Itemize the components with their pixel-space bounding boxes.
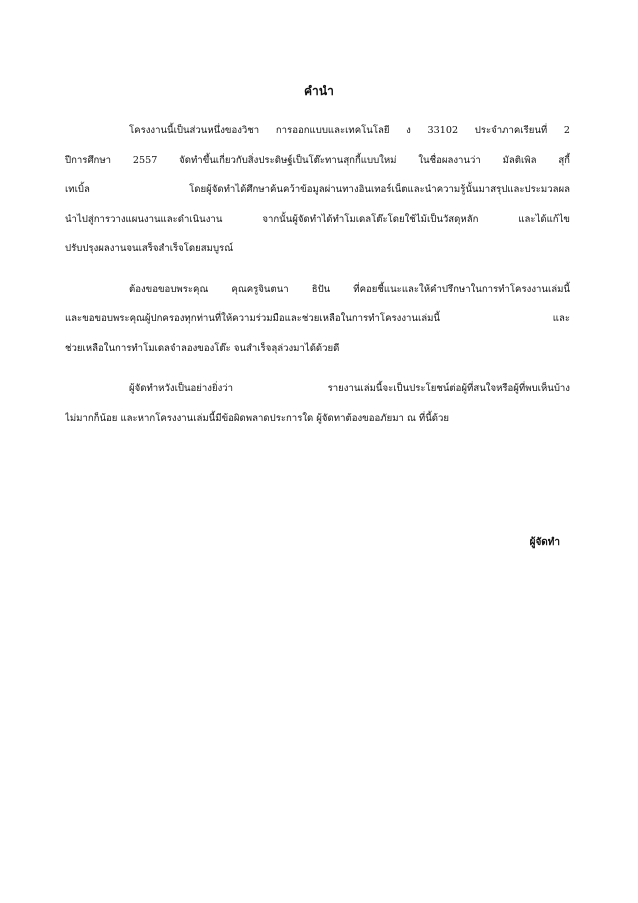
paragraph-line: ปรับปรุงผลงานจนเสร็จสำเร็จโดยสมบูรณ์ [65, 243, 234, 254]
paragraph-2 [65, 275, 570, 364]
paragraph-1 [65, 116, 570, 264]
paragraph-line: เทเบิ้ล โดยผู้จัดทำได้ศึกษาค้นคว้าข้อมูลผ่านทางอินเทอร์เน็ตและนำความรู้นั้นมาสรุปและประมวลผล [65, 184, 570, 195]
paragraph-3 [65, 374, 570, 433]
paragraph-line: ปีการศึกษา 2557 จัดทำขึ้นเกี่ยวกับสิ่งประดิษฐ์เป็นโต๊ะทานสุกกี้แบบใหม่ ในชื่อผลงานว่า มัลติเพิล สุกี้ [65, 154, 570, 166]
page-title: คำนำ [303, 84, 335, 98]
paragraph-line: โครงงานนี้เป็นส่วนหนึ่งของวิชา การออกแบบและเทคโนโลยี ง 33102 ประจำภาคเรียนที่ 2 [129, 125, 570, 136]
paragraph-line: ต้องขอขอบพระคุณ คุณครูจินตนา ธิปัน ที่คอยชี้แนะและให้คำปรึกษาในการทำโครงงานเล่มนี้ [129, 283, 570, 295]
signature-label: ผู้จัดทำ [529, 537, 560, 548]
paragraph-line: นำไปสู่การวางแผนงานและดำเนินงาน จากนั้นผู้จัดทำได้ทำโมเดลโต๊ะโดยใช้ไม้เป็นวัสดุหลัก และได้แก้ไข [65, 213, 570, 225]
paragraph-line: ไม่มากก็น้อย และหากโครงงานเล่มนี้มีข้อผิดพลาดประการใด ผู้จัดทาต้องขออภัยมา ณ ที่นี้ด้วย [65, 412, 450, 424]
paragraph-line: ช่วยเหลือในการทำโมเดลจำลองของโต๊ะ จนสำเร็จลุล่วงมาได้ด้วยดี [65, 342, 340, 354]
paragraph-line: และขอขอบพระคุณผู้ปกครองทุกท่านที่ให้ความร่วมมือและช่วยเหลือในการทำโครงงานเล่มนี้ และ [65, 313, 570, 324]
paragraph-line: ผู้จัดทำหวังเป็นอย่างยิ่งว่า รายงานเล่มนี้จะเป็นประโยชน์ต่อผู้ที่สนใจหรือผู้ที่พบเห็นบ้าง [129, 383, 570, 394]
document-body [65, 116, 570, 444]
